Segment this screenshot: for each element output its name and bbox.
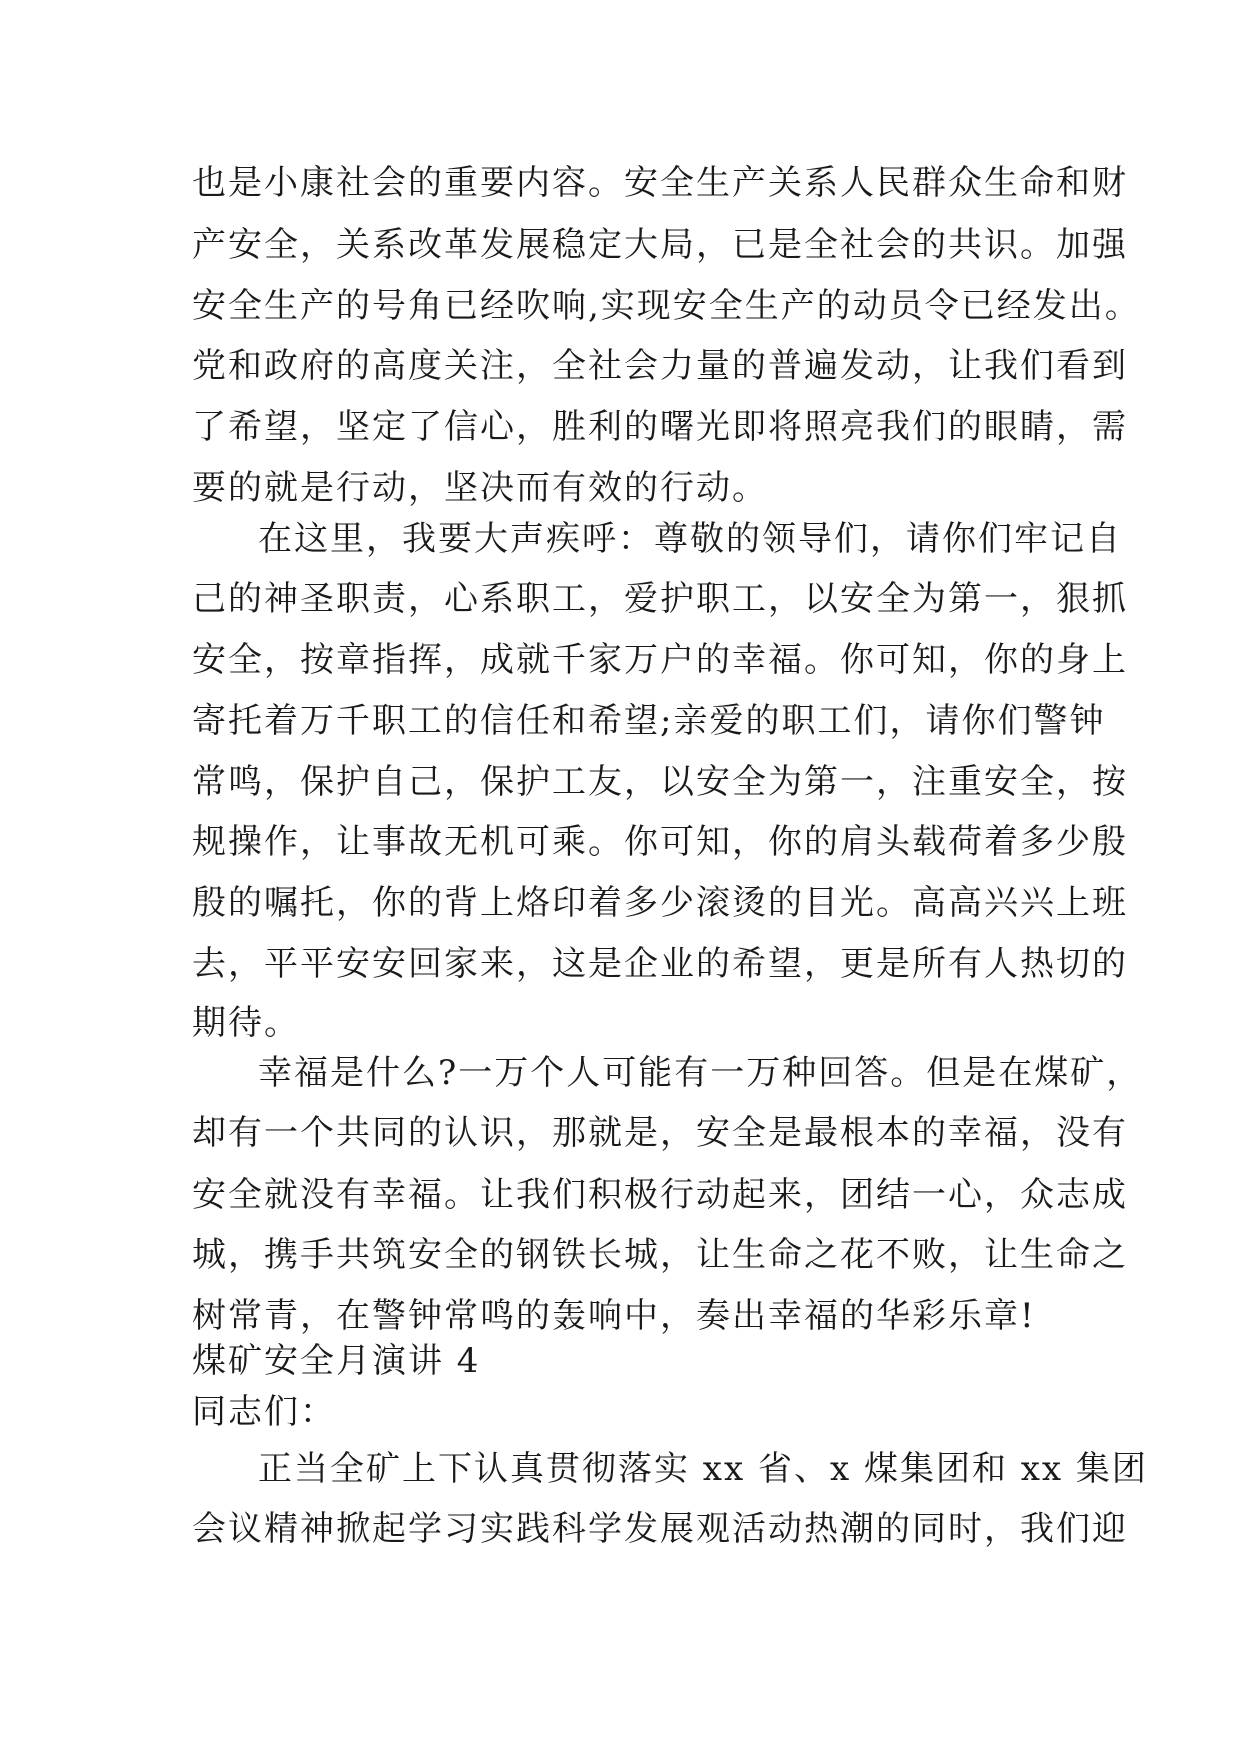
text-line-20: 树常青，在警钟常鸣的轰响中，奏出幸福的华彩乐章! — [192, 1296, 1036, 1336]
text-line-3: 安全生产的号角已经吹响,实现安全生产的动员令已经发出。 — [192, 286, 1141, 326]
text-line-5: 了希望，坚定了信心，胜利的曙光即将照亮我们的眼睛，需 — [192, 407, 1128, 447]
text-line-15: 期待。 — [192, 1003, 300, 1043]
text-line-7: 在这里，我要大声疾呼：尊敬的领导们，请你们牢记自 — [258, 519, 1122, 559]
text-line-9: 安全，按章指挥，成就千家万户的幸福。你可知，你的身上 — [192, 640, 1128, 680]
text-line-2: 产安全，关系改革发展稳定大局，已是全社会的共识。加强 — [192, 225, 1128, 265]
section-heading: 煤矿安全月演讲 4 — [192, 1341, 481, 1381]
text-line-1: 也是小康社会的重要内容。安全生产关系人民群众生命和财 — [192, 163, 1128, 203]
text-line-12: 规操作，让事故无机可乘。你可知，你的肩头载荷着多少殷 — [192, 822, 1128, 862]
text-line-17: 却有一个共同的认识，那就是，安全是最根本的幸福，没有 — [192, 1113, 1128, 1153]
text-line-19: 城，携手共筑安全的钢铁长城，让生命之花不败，让生命之 — [192, 1235, 1128, 1275]
salutation: 同志们： — [192, 1392, 336, 1432]
text-line-8: 己的神圣职责，心系职工，爱护职工，以安全为第一，狠抓 — [192, 579, 1128, 619]
text-line-16: 幸福是什么?一万个人可能有一万种回答。但是在煤矿， — [258, 1053, 1143, 1093]
text-line-10: 寄托着万千职工的信任和希望;亲爱的职工们，请你们警钟 — [192, 701, 1106, 741]
text-line-14: 去，平平安安回家来，这是企业的希望，更是所有人热切的 — [192, 944, 1128, 984]
text-line-18: 安全就没有幸福。让我们积极行动起来，团结一心，众志成 — [192, 1175, 1128, 1215]
text-line-11: 常鸣，保护自己，保护工友，以安全为第一，注重安全，按 — [192, 762, 1128, 802]
text-line-13: 殷的嘱托，你的背上烙印着多少滚烫的目光。高高兴兴上班 — [192, 883, 1128, 923]
text-line-4: 党和政府的高度关注，全社会力量的普遍发动，让我们看到 — [192, 346, 1128, 386]
text-line-23: 正当全矿上下认真贯彻落实 xx 省、x 煤集团和 xx 集团 — [258, 1449, 1148, 1489]
text-line-6: 要的就是行动，坚决而有效的行动。 — [192, 468, 768, 508]
text-line-24: 会议精神掀起学习实践科学发展观活动热潮的同时，我们迎 — [192, 1509, 1128, 1549]
